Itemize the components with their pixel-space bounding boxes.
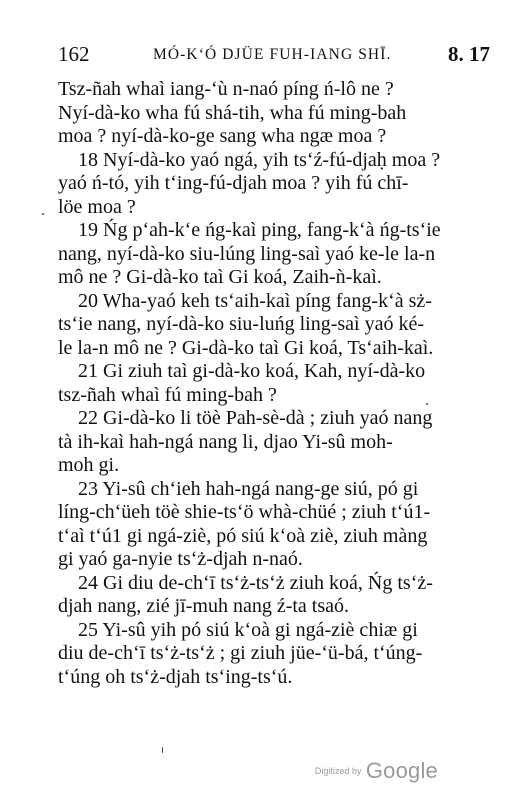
google-logo: Google (365, 758, 438, 783)
scan-speck (426, 403, 428, 405)
main-text-block (58, 78, 490, 689)
text-line: yaó ń-tó, yih t‘ing-fú-djah moa ? yih fú chī- (58, 172, 409, 194)
text-line: moh gi. (58, 454, 120, 476)
verse-20-line: 20 Wha-yaó keh ts‘aih-kaì píng fang-k‘à sż- (78, 289, 432, 312)
text-line: djah nang, zié jī-muh nang ź-ta tsaó. (58, 595, 350, 617)
digitized-by-google-watermark (315, 758, 438, 784)
scan-speck (162, 747, 163, 753)
verse-21-line: 21 Gi ziuh taì gi-dà-ko koá, Kah, nyí-dà-ko (78, 360, 426, 382)
text-line: t‘aì t‘ú1 gi ngá-ziè, pó siú k‘oà ziè, ziuh màng (58, 524, 428, 547)
watermark-prefix: Digitized by (314, 766, 362, 776)
text-line: Tsz-ñah whaì iang-‘ù n-naó píng ń-lô ne ? (58, 78, 394, 100)
verse-22-line: 22 Gi-dà-ko li töè Pah-sè-dà ; ziuh yaó nang (78, 407, 433, 429)
verse-18-line: 18 Nyí-dà-ko yaó ngá, yih ts‘ź-fú-djaḥ moa ? (78, 148, 441, 171)
scan-speck (42, 213, 44, 215)
verse-25-line: 25 Yi-sû yih pó siú k‘oà gi ngá-ziè chiæ gi (78, 618, 418, 641)
text-line: ts‘ie nang, nyí-dà-ko siu-luńg ling-saì yaó ké- (58, 313, 425, 335)
text-line: mô ne ? Gi-dà-ko taì Gi koá, Zaih-ǹ-kaì. (58, 266, 382, 288)
verse-23-line: 23 Yi-sû ch‘ieh hah-ngá nang-ge siú, pó gi (78, 477, 419, 500)
text-line: gi yaó ga-nyie ts‘ż-djah n-naó. (58, 548, 303, 570)
text-line: diu de-ch‘ī ts‘ż-ts‘ż ; gi ziuh jüe-‘ü-bá, t‘úng- (58, 642, 423, 664)
running-title: MÓ-K‘Ó DJÜE FUH-IANG SHĪ. (153, 46, 392, 63)
text-line: nang, nyí-dà-ko siu-lúng ling-saì yaó ke-le la-n (58, 242, 436, 265)
text-line: Nyí-dà-ko wha fú shá-tih, wha fú ming-bah (58, 101, 407, 124)
verse-19-line: 19 Ńg p‘ah-k‘e ńg-kaì ping, fang-k‘à ńg-ts‘ie (78, 219, 441, 241)
text-line: t‘úng oh ts‘ż-djah ts‘ing-ts‘ú. (58, 665, 293, 688)
text-line: löe moa ? (58, 195, 136, 218)
verse-24-line: 24 Gi diu de-ch‘ī ts‘ż-ts‘ż ziuh koá, Ńg ts‘ż- (78, 571, 433, 594)
page-number: 162 (58, 42, 90, 66)
text-line: líng-ch‘üeh töè shie-ts‘ö whà-chüé ; ziuh t‘ú1- (58, 501, 431, 523)
text-line: tsz-ñah whaì fú ming-bah ? (58, 383, 277, 406)
text-line: tà ih-kaì hah-ngá nang li, djao Yi-sû moh- (58, 430, 393, 453)
chapter-reference: 8. 17 (448, 42, 490, 66)
text-line: moa ? nyí-dà-ko-ge sang wha ngæ moa ? (58, 125, 387, 147)
page-header (58, 40, 490, 68)
text-line: le la-n mô ne ? Gi-dà-ko taì Gi koá, Ts‘aih-kaì. (58, 336, 434, 359)
